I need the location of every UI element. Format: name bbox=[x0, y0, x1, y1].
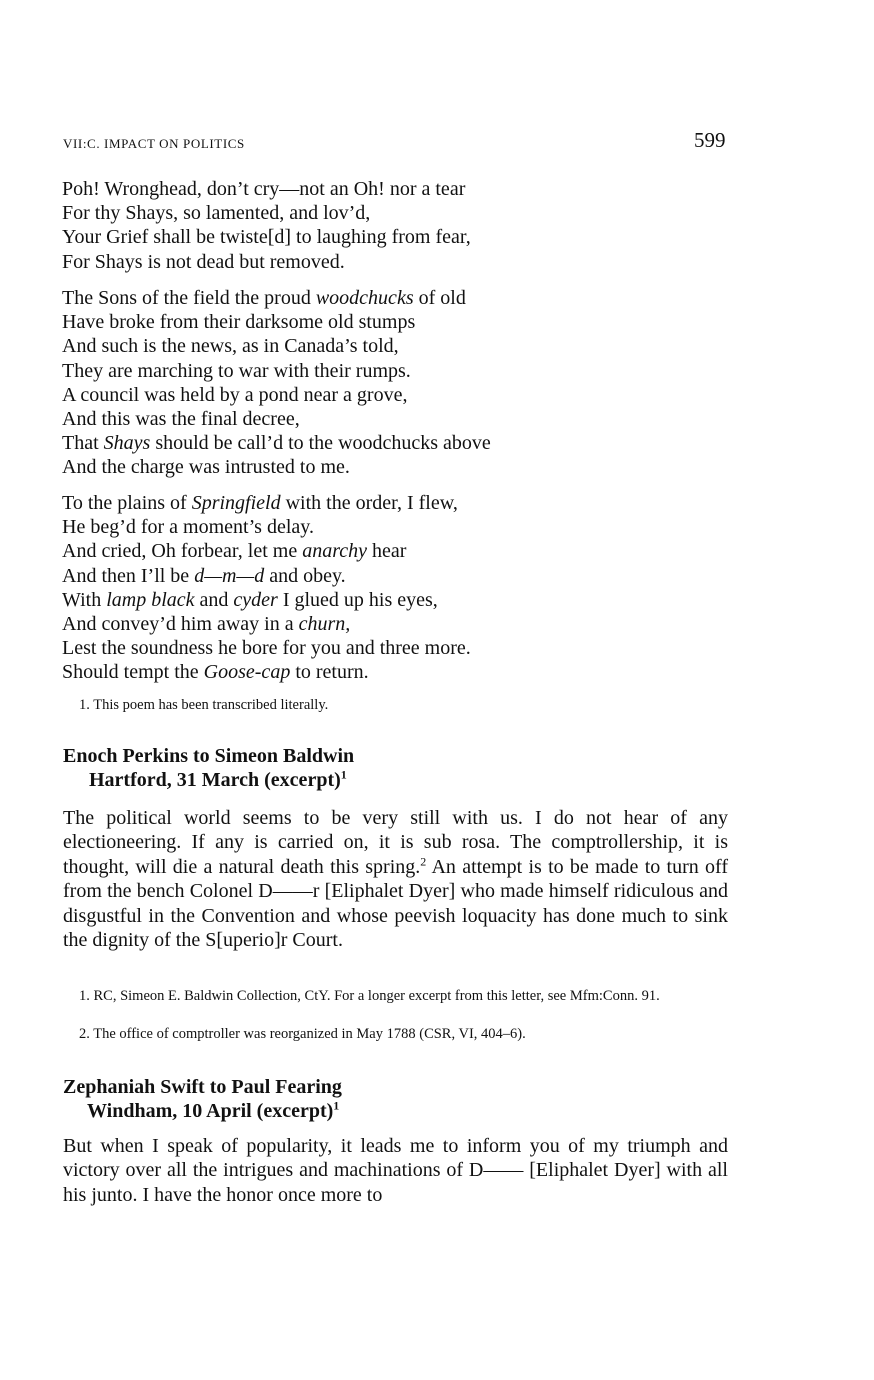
poem-line: Have broke from their darksome old stumps bbox=[62, 311, 416, 334]
poem-line: Your Grief shall be twiste[d] to laughing from fear, bbox=[62, 226, 471, 249]
italic-goose-cap: Goose-cap bbox=[203, 661, 291, 684]
letter-subtitle bbox=[63, 768, 354, 792]
note-mark: 1 bbox=[333, 1098, 340, 1113]
letter-paragraph-swift: But when I speak of popularity, it leads me to inform you of my triumph and victory over all the intrigues and machinations of D—— [Eliphalet Dyer] with all his junto. I have the honor once more to bbox=[63, 1135, 728, 1206]
letter-heading-perkins bbox=[63, 744, 354, 792]
poem-line: To the plains of Springfield with the order, I flew, bbox=[62, 492, 458, 514]
poem-line: For thy Shays, so lamented, and lov’d, bbox=[62, 202, 371, 225]
letter-subtitle bbox=[63, 1099, 342, 1123]
letter-title: Zephaniah Swift to Paul Fearing bbox=[63, 1076, 342, 1098]
paragraph-text: An attempt is to be made to turn off from the bench Colonel D——r [Eliphalet Dyer] who made himself ridiculous and disgustful in the Convention and whose peevish loquacity has done much to sink the dignity of the S[uperio]r Court. bbox=[63, 855, 728, 952]
poem-stanza-1 bbox=[62, 177, 471, 274]
poem-line: And cried, Oh forbear, let me anarchy hear bbox=[62, 540, 407, 563]
letter-paragraph-perkins bbox=[63, 806, 728, 952]
footnote-text: 1. RC, Simeon E. Baldwin Collection, CtY. For a longer excerpt from this letter, see Mfm:Conn. 91. bbox=[79, 988, 660, 1004]
italic-dmd: d—m—d bbox=[194, 564, 265, 587]
poem-line: For Shays is not dead but removed. bbox=[62, 250, 345, 273]
page-number: 599 bbox=[694, 128, 726, 152]
poem-line: He beg’d for a moment’s delay. bbox=[62, 516, 314, 539]
letter-heading-swift bbox=[63, 1075, 342, 1123]
poem-line: And such is the news, as in Canada’s told, bbox=[62, 335, 399, 358]
note-mark: 2 bbox=[420, 854, 427, 869]
footnote-perkins-1 bbox=[63, 987, 733, 1005]
italic-anarchy: anarchy bbox=[302, 540, 368, 563]
poem-line: And convey’d him away in a churn, bbox=[62, 613, 351, 636]
note-mark: 1 bbox=[340, 767, 347, 782]
paragraph-text: The political world seems to be very still with us. I do not hear of any electioneering. If any is carried on, it is sub rosa. The comptrollership, it is thought, will die a natural death this spring. bbox=[63, 807, 728, 878]
poem-line: Lest the soundness he bore for you and three more. bbox=[62, 637, 471, 660]
letter-place-date: Windham, 10 April (excerpt) bbox=[87, 1100, 334, 1122]
italic-shays: Shays bbox=[103, 432, 151, 455]
poem-line: Should tempt the Goose-cap to return. bbox=[62, 661, 369, 684]
poem-line: The Sons of the field the proud woodchucks of old bbox=[62, 287, 466, 309]
poem-line: A council was held by a pond near a grove, bbox=[62, 383, 408, 406]
footnote-text: 2. The office of comptroller was reorganized in May 1788 (CSR, VI, 404–6). bbox=[79, 1026, 526, 1042]
poem-stanza-3 bbox=[62, 491, 471, 685]
poem-line: And then I’ll be d—m—d and obey. bbox=[62, 564, 346, 587]
poem-line: And this was the final decree, bbox=[62, 408, 300, 431]
poem-line: Poh! Wronghead, don’t cry—not an Oh! nor a tear bbox=[62, 178, 466, 200]
italic-springfield: Springfield bbox=[191, 492, 281, 514]
poem-line: And the charge was intrusted to me. bbox=[62, 456, 350, 479]
running-head: VII:C. IMPACT ON POLITICS bbox=[63, 136, 245, 151]
letter-title: Enoch Perkins to Simeon Baldwin bbox=[63, 745, 355, 767]
italic-lamp-black: lamp black bbox=[106, 588, 195, 611]
poem-stanza-2 bbox=[62, 286, 491, 480]
italic-churn: churn, bbox=[298, 613, 351, 636]
italic-cyder: cyder bbox=[233, 588, 278, 611]
footnote-text: 1. This poem has been transcribed literally. bbox=[79, 697, 329, 713]
italic-woodchucks: woodchucks bbox=[315, 287, 414, 309]
footnote-perkins-2 bbox=[63, 1025, 733, 1043]
poem-line: They are marching to war with their rumps. bbox=[62, 359, 411, 382]
poem-line: That Shays should be call’d to the woodchucks above bbox=[62, 432, 491, 455]
footnote-poem bbox=[63, 696, 733, 714]
poem-line: With lamp black and cyder I glued up his eyes, bbox=[62, 588, 438, 611]
letter-place-date: Hartford, 31 March (excerpt) bbox=[89, 769, 341, 791]
